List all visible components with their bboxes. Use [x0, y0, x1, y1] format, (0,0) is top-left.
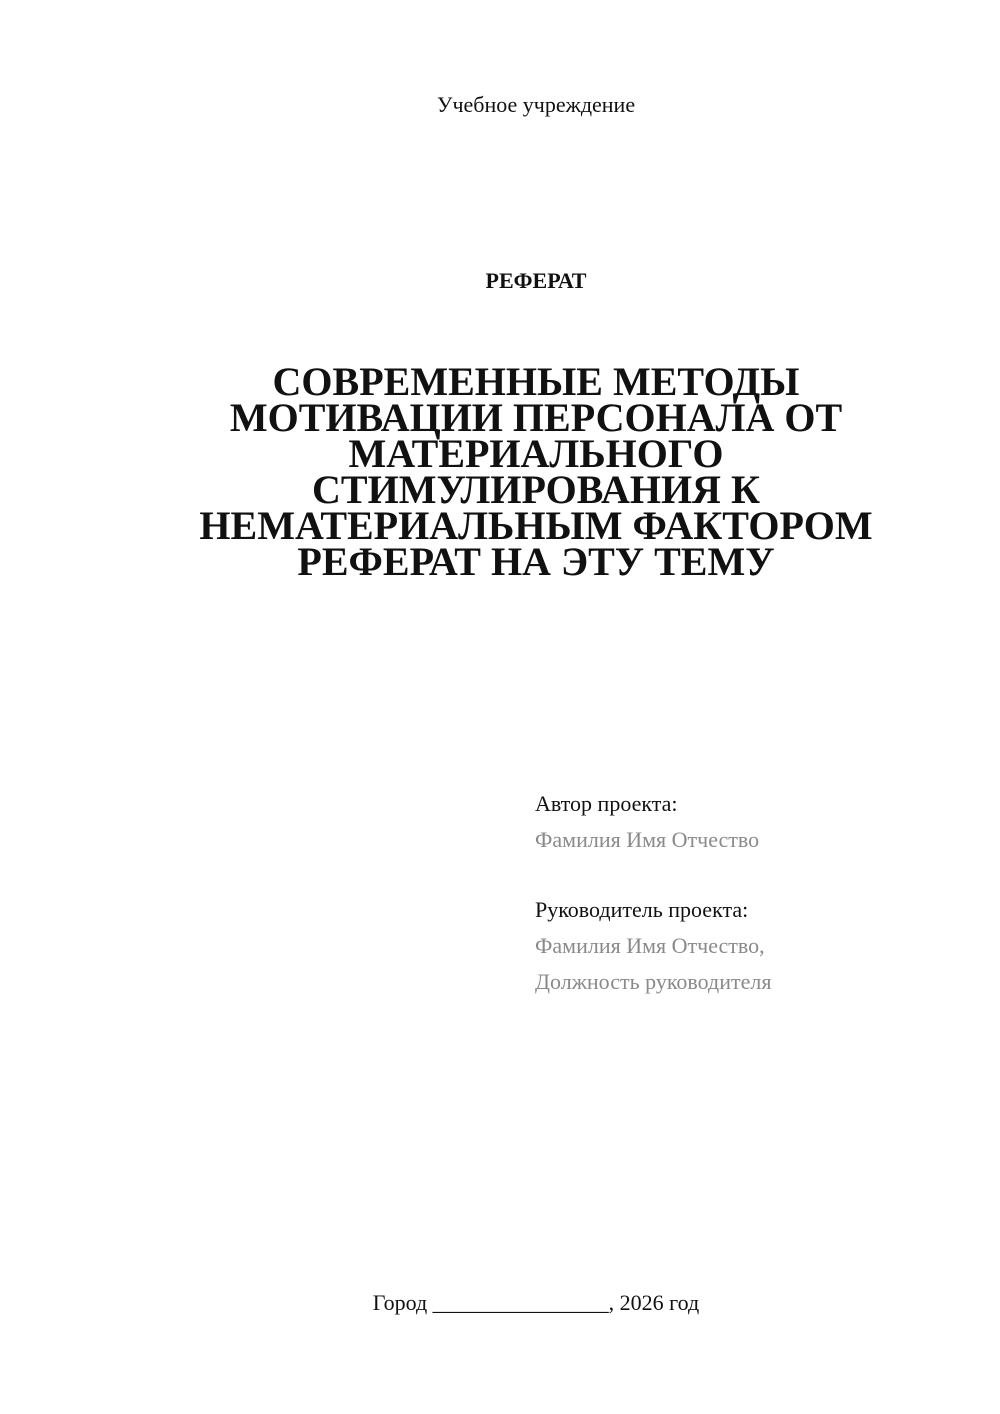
author-label: Автор проекта: [535, 791, 678, 816]
title-line: РЕФЕРАТ НА ЭТУ ТЕМУ [297, 539, 775, 584]
title-line: НЕМАТЕРИАЛЬНЫМ ФАКТОРОМ [199, 503, 873, 548]
title-line: СОВРЕМЕННЫЕ МЕТОДЫ [272, 359, 800, 404]
document-type: РЕФЕРАТ [485, 268, 587, 293]
author-name: Фамилия Имя Отчество [535, 827, 760, 852]
title-line: СТИМУЛИРОВАНИЯ К [312, 467, 760, 512]
title-line: МАТЕРИАЛЬНОГО [348, 431, 724, 476]
author-block [535, 786, 975, 858]
supervisor-label: Руководитель проекта: [535, 897, 749, 922]
supervisor-block [535, 892, 975, 1000]
supervisor-name: Фамилия Имя Отчество, [535, 933, 765, 958]
institution-name: Учебное учреждение [436, 92, 636, 117]
document-title [186, 359, 886, 584]
city-year-line: Город ________________, 2026 год [372, 1290, 700, 1315]
supervisor-position: Должность руководителя [535, 969, 772, 994]
title-line: МОТИВАЦИИ ПЕРСОНАЛА ОТ [229, 395, 843, 440]
